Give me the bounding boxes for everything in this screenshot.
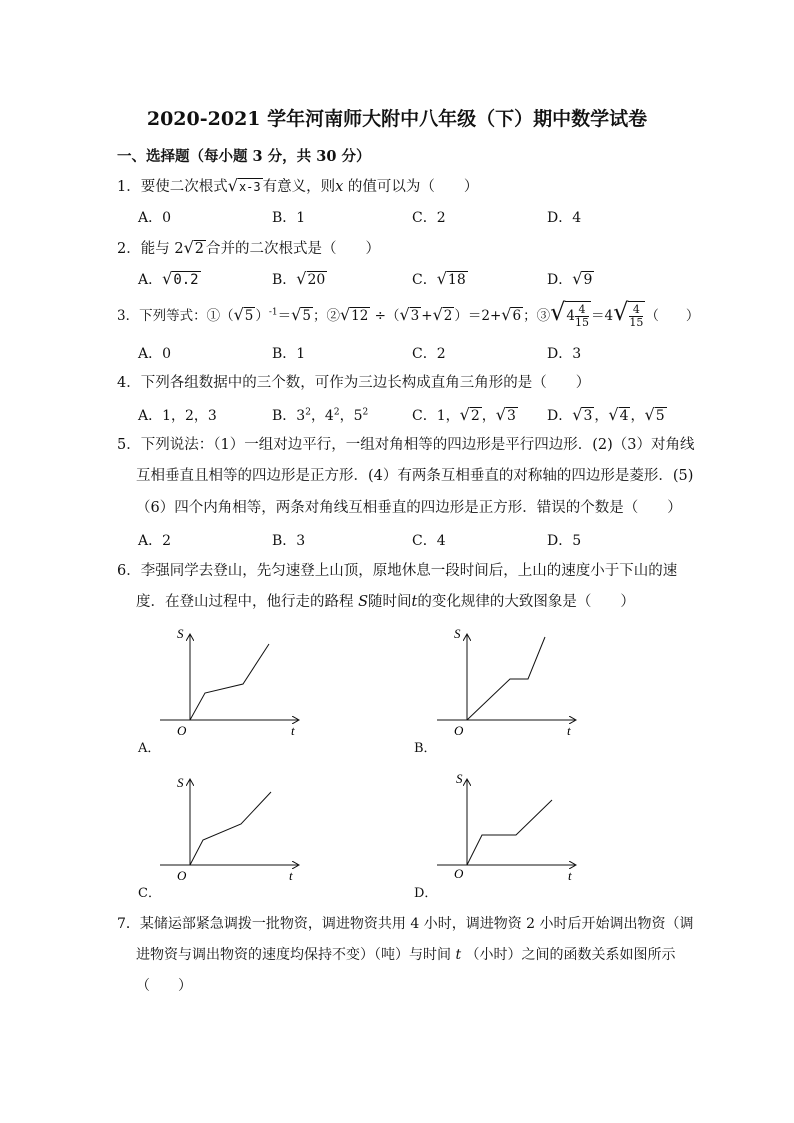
option-a[interactable]: A．0	[138, 210, 172, 226]
axis-x-label: t	[568, 868, 572, 883]
option-a[interactable]: A．√0.2	[138, 269, 199, 288]
option-a[interactable]: A．0	[138, 346, 172, 362]
graph-b-label[interactable]: B．	[414, 741, 437, 756]
option-a[interactable]: A．1，2，3	[138, 408, 217, 424]
axis-x-label: t	[289, 868, 293, 883]
question-3: 3．下列等式：①（√5 ）$^{-1}$＝√5 ；②√12 ÷（√3 +√2 ）＝2+√6 ；③√4 $\frac{4}{15}$ ＝4√ $\frac{4}{15}$ （ ）	[117, 298, 700, 329]
page-title: 2020-2021 学年河南师大附中八年级（下）期中数学试卷	[146, 108, 648, 130]
graph-a[interactable]	[150, 625, 310, 745]
graph-b[interactable]	[427, 625, 587, 745]
origin-label: O	[454, 866, 464, 881]
question-number: 1．	[117, 179, 141, 195]
question-7-line-2: 进物资与调出物资的速度均保持不变）（吨）与时间 t （小时）之间的函数关系如图所示	[136, 947, 676, 963]
axis-x-label: t	[291, 723, 295, 738]
question-6-line-2: 度．在登山过程中，他行走的路程 S随时间t的变化规律的大致图象是（ ）	[136, 594, 635, 610]
graph-c-label[interactable]: C．	[138, 886, 161, 901]
option-d[interactable]: D．3	[547, 346, 582, 362]
question-5-line-3: （6）四个内角相等，两条对角线互相垂直的四边形是正方形．错误的个数是（ ）	[136, 500, 682, 516]
axis-x-label: t	[567, 723, 571, 738]
option-d[interactable]: D．4	[547, 210, 582, 226]
origin-label: O	[454, 723, 464, 738]
graph-line	[467, 637, 545, 720]
graph-line	[467, 800, 552, 865]
option-b[interactable]: B．√20	[272, 269, 326, 288]
graph-d-label[interactable]: D．	[414, 886, 438, 901]
option-c[interactable]: C．2	[412, 346, 446, 362]
origin-label: O	[177, 868, 187, 883]
option-b[interactable]: B．$3^2$，$4^2$，$5^2$	[272, 407, 369, 424]
option-b[interactable]: B．3	[272, 533, 306, 549]
question-5-line-2: 互相垂直且相等的四边形是正方形．(4）有两条互相垂直的对称轴的四边形是菱形．(5)	[136, 468, 694, 484]
option-d[interactable]: D．5	[547, 533, 582, 549]
option-c[interactable]: C．2	[412, 210, 446, 226]
option-c[interactable]: C．4	[412, 533, 446, 549]
option-b[interactable]: B．1	[272, 210, 306, 226]
axis-y-label: S	[454, 626, 461, 641]
origin-label: O	[177, 723, 187, 738]
option-a[interactable]: A．2	[138, 533, 172, 549]
question-7-line-1: 7．某储运部紧急调拨一批物资，调进物资共用 4 小时，调进物资 2 小时后开始调出物资（调	[117, 916, 694, 932]
question-5-line-1: 5．下列说法：（1）一组对边平行，一组对角相等的四边形是平行四边形．(2)（3）对角线	[117, 437, 695, 453]
radicand: x-3	[238, 180, 261, 194]
graph-a-label[interactable]: A．	[138, 741, 161, 756]
graph-line	[190, 644, 269, 720]
graph-c[interactable]	[150, 770, 310, 890]
option-c[interactable]: C．1，√2 ，√3	[412, 405, 516, 424]
question-1: 1．要使二次根式√x-3 有意义，则x 的值可以为（ ）	[117, 176, 479, 195]
option-c[interactable]: C．√18	[412, 269, 466, 288]
question-7-line-3: （ ）	[136, 978, 192, 994]
option-b[interactable]: B．1	[272, 346, 306, 362]
option-d[interactable]: D．√3 ，√4 ，√5	[547, 405, 665, 424]
axis-y-label: S	[456, 771, 463, 786]
graph-line	[190, 792, 271, 865]
option-d[interactable]: D．√9	[547, 269, 593, 288]
axis-y-label: S	[177, 775, 184, 790]
graph-d[interactable]	[427, 770, 587, 890]
question-4: 4．下列各组数据中的三个数，可作为三边长构成直角三角形的是（ ）	[117, 375, 591, 391]
section-heading: 一、选择题（每小题 3 分，共 30 分）	[117, 148, 371, 165]
question-6-line-1: 6．李强同学去登山，先匀速登上山顶，原地休息一段时间后，上山的速度小于下山的速	[117, 563, 678, 579]
question-number: 2．	[117, 241, 141, 257]
axis-y-label: S	[177, 626, 184, 641]
question-2: 2．能与 2√2 合并的二次根式是（ ）	[117, 238, 381, 257]
